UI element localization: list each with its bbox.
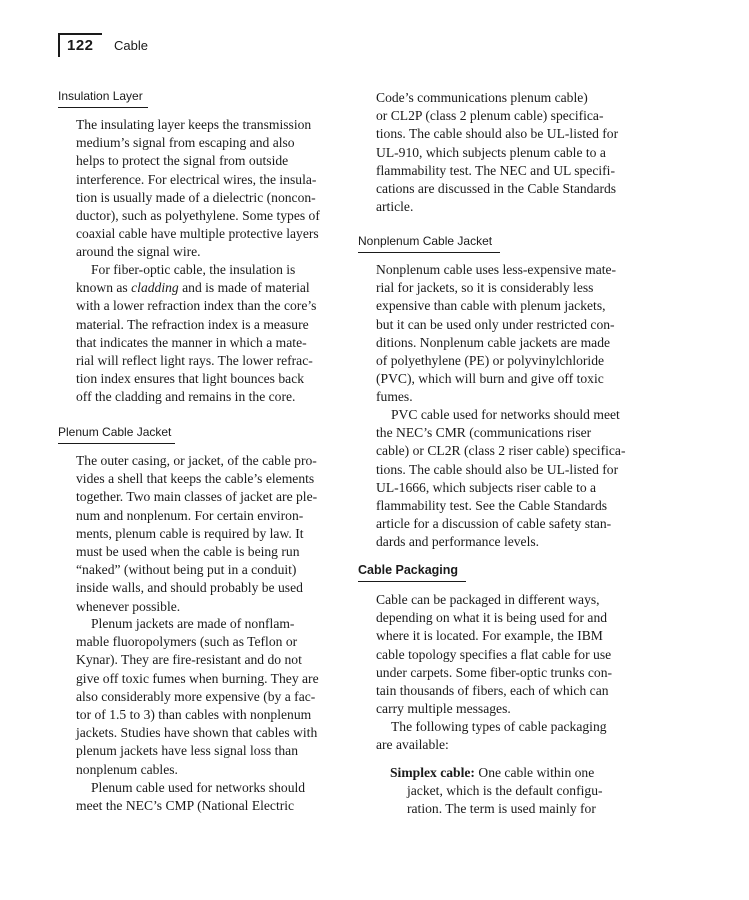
header-rule — [58, 33, 102, 35]
paragraph-continued: Code’s communications plenum cable) or CL2P (class 2 plenum cable) specifica- tions. The cable should also be UL-listed for UL-910, which subjects plenum cable to a flammability test. The NEC and UL specifi- cations are discussed in the Cable Standards article. — [376, 90, 619, 215]
heading-underline — [58, 443, 175, 444]
heading-underline — [358, 252, 500, 253]
term-simplex-cable: Simplex cable: — [390, 765, 475, 780]
paragraph-packaging-1: Cable can be packaged in different ways, depending on what it is being used for and where it is located. For example, the IBM cable topology specifies a flat cable for use under carpets. Some fiber-optic trunks con- tain thousands of fibers, each of which can carry multiple messages. — [376, 592, 613, 717]
paragraph-plenum-2: Plenum jackets are made of nonflam- mable fluoropolymers (such as Teflon or Kynar). They are fire-resistant and do not give off toxic fumes when burning. They are also considerably more expensive (by a fac- tor of 1.5 to 3) than cables with nonplenum jackets. Studies have shown that cables with plenum jackets have less signal loss than nonplenum cables. — [76, 616, 319, 777]
heading-plenum-cable-jacket: Plenum Cable Jacket — [58, 425, 172, 439]
heading-insulation-layer: Insulation Layer — [58, 89, 143, 103]
paragraph-insulation-2: For fiber-optic cable, the insulation is known as cladding and is made of material with a lower refraction index than the core’s material. The refraction index is a measure that indicates the manner in which a mate- rial will reflect light rays. The lower refrac- tion index ensures that light bounces back off the cladding and remains in the core. — [76, 262, 317, 405]
paragraph-nonplenum-2: PVC cable used for networks should meet the NEC’s CMR (communications riser cable) or CL2R (class 2 riser cable) specifica- tions. The cable should also be UL-listed for UL-1666, which subjects riser cable to a flammability test. See the Cable Standards article for a discussion of cable safety stan- dards and performance levels. — [376, 407, 626, 550]
paragraph-insulation-1: The insulating layer keeps the transmission medium’s signal from escaping and also helps to protect the signal from outside interference. For electrical wires, the insula- tion is usually made of a dielectric (noncon- ductor), such as polyethylene. Some types of coaxial cable have multiple protective layers around the signal wire. — [76, 117, 320, 260]
paragraph-packaging-2: The following types of cable packaging are available: — [376, 719, 607, 753]
running-title: Cable — [114, 38, 148, 53]
paragraph-nonplenum-1: Nonplenum cable uses less-expensive mate- rial for jackets, so it is considerably less expensive than cable with plenum jackets, but it can be used only under restricted con- ditions. Nonplenum cable jackets are made of polyethylene (PE) or polyvinylchloride (PVC), which will burn and give off toxic fumes. — [376, 262, 617, 405]
page-number: 122 — [67, 37, 94, 54]
heading-underline — [58, 107, 148, 108]
heading-cable-packaging: Cable Packaging — [358, 563, 459, 577]
paragraph-plenum-3: Plenum cable used for networks should meet the NEC’s CMP (National Electric — [76, 780, 306, 814]
list-item-simplex-cable: Simplex cable: One cable within one jacket, which is the default configu- ration. The term is used mainly for — [390, 765, 603, 817]
heading-nonplenum-cable-jacket: Nonplenum Cable Jacket — [358, 234, 493, 248]
heading-underline — [358, 581, 466, 582]
paragraph-plenum-1: The outer casing, or jacket, of the cable pro- vides a shell that keeps the cable’s elements together. Two main classes of jacket are ple- num and nonplenum. For certain environ- ments, plenum cable is required by law. It must be used when the cable is being run “naked” (without being put in a conduit) inside walls, and should probably be used whenever possible. — [76, 453, 318, 614]
header-bar — [58, 33, 60, 57]
